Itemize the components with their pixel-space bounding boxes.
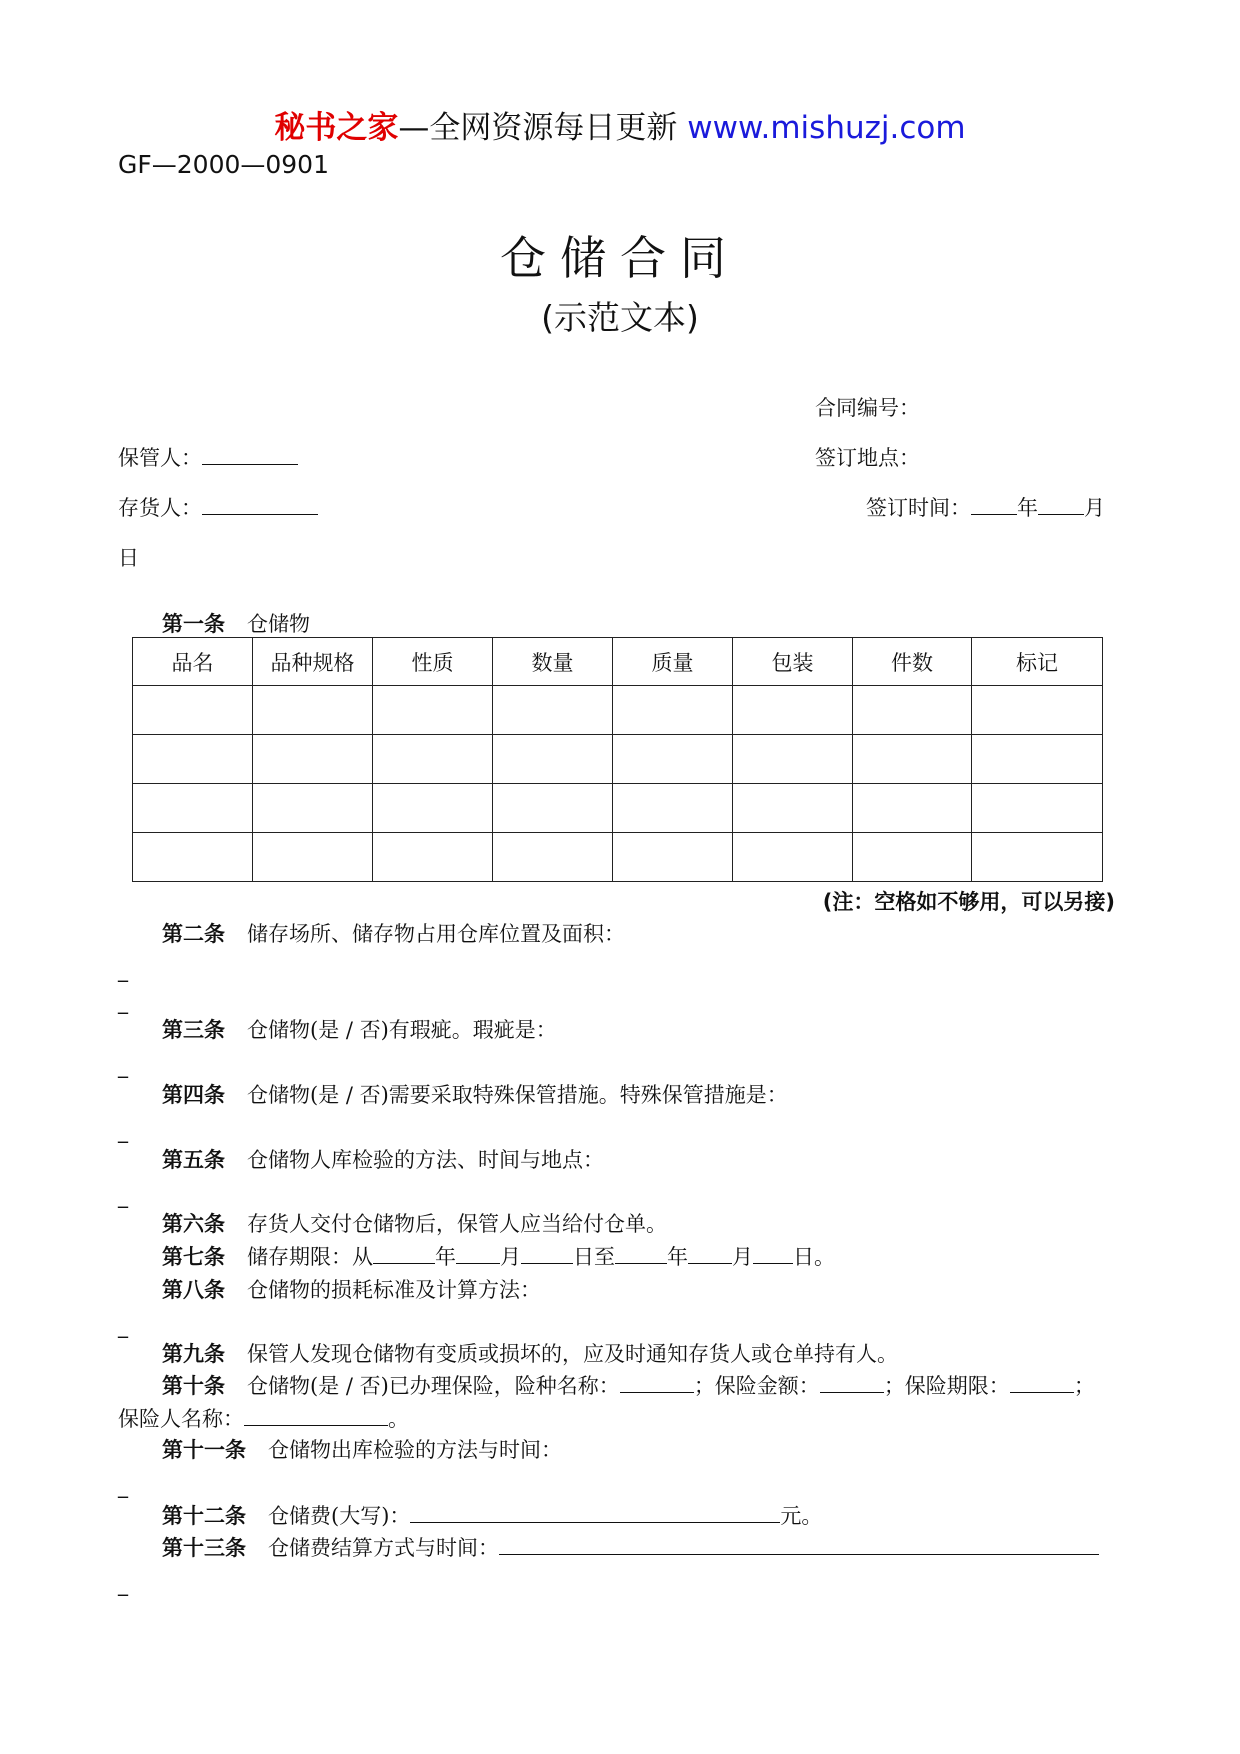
sign-year-label: 年 xyxy=(1017,496,1038,520)
article-number: 第十一条 xyxy=(162,1438,246,1462)
end-day-blank[interactable] xyxy=(753,1241,793,1264)
document-title: 仓储合同 xyxy=(500,231,740,285)
article-12 xyxy=(162,1500,822,1530)
article-number: 第十二条 xyxy=(162,1504,246,1528)
table-cell[interactable] xyxy=(493,686,613,735)
table-header-cell: 品种规格 xyxy=(253,638,373,686)
table-row xyxy=(133,735,1103,784)
banner-url-link[interactable]: www.mishuzj.com xyxy=(687,110,966,146)
insurance-type-blank[interactable] xyxy=(620,1370,694,1393)
article-number: 第六条 xyxy=(162,1212,225,1236)
article-text: 保管人发现仓储物有变质或损坏的，应及时通知存货人或仓单持有人。 xyxy=(247,1342,898,1366)
article-text: 存货人交付仓储物后，保管人应当给付仓单。 xyxy=(247,1212,667,1236)
keeper-blank[interactable] xyxy=(202,442,298,465)
table-cell[interactable] xyxy=(253,686,373,735)
table-row xyxy=(133,784,1103,833)
article-text: 仓储物的损耗标准及计算方法： xyxy=(247,1278,541,1302)
month-label: 月 xyxy=(732,1245,753,1269)
table-cell[interactable] xyxy=(853,784,972,833)
day-label: 日。 xyxy=(793,1245,835,1269)
end-month-blank[interactable] xyxy=(688,1241,732,1264)
table-cell[interactable] xyxy=(373,686,493,735)
table-cell[interactable] xyxy=(972,735,1103,784)
table-cell[interactable] xyxy=(253,833,373,882)
start-month-blank[interactable] xyxy=(456,1241,500,1264)
table-header-cell: 品名 xyxy=(133,638,253,686)
blank-line-marker: _ xyxy=(118,1184,128,1208)
insurance-period-blank[interactable] xyxy=(1010,1370,1074,1393)
blank-line-marker: _ xyxy=(118,1572,128,1596)
table-cell[interactable] xyxy=(853,686,972,735)
depositor-field xyxy=(118,492,318,522)
start-year-blank[interactable] xyxy=(373,1241,435,1264)
sign-day-label: 日 xyxy=(118,546,139,570)
table-cell[interactable] xyxy=(493,784,613,833)
insurer-field xyxy=(118,1403,409,1433)
table-cell[interactable] xyxy=(373,784,493,833)
table-cell[interactable] xyxy=(133,686,253,735)
article-text: 仓储物出库检验的方法与时间： xyxy=(268,1438,562,1462)
keeper-field xyxy=(118,442,298,472)
article-number: 第四条 xyxy=(162,1083,225,1107)
contract-number-label: 合同编号： xyxy=(815,396,920,420)
table-header-cell: 数量 xyxy=(493,638,613,686)
sign-time-label: 签订时间： xyxy=(866,496,971,520)
table-cell[interactable] xyxy=(613,735,733,784)
table-cell[interactable] xyxy=(493,735,613,784)
article-11 xyxy=(162,1434,562,1464)
blank-line-marker: _ xyxy=(118,1314,128,1338)
settlement-label: 仓储费结算方式与时间： xyxy=(268,1536,499,1560)
article-number: 第五条 xyxy=(162,1148,225,1172)
depositor-blank[interactable] xyxy=(202,492,318,515)
article-number: 第八条 xyxy=(162,1278,225,1302)
storage-fee-label: 仓储费(大写)： xyxy=(268,1504,411,1528)
insurance-amount-blank[interactable] xyxy=(820,1370,884,1393)
table-cell[interactable] xyxy=(972,833,1103,882)
table-cell[interactable] xyxy=(733,784,853,833)
insurance-period-label: ；保险期限： xyxy=(883,1374,1010,1398)
table-cell[interactable] xyxy=(613,784,733,833)
article-text: 仓储物人库检验的方法、时间与地点： xyxy=(247,1148,604,1172)
table-header-cell: 质量 xyxy=(613,638,733,686)
table-cell[interactable] xyxy=(853,735,972,784)
sign-year-blank[interactable] xyxy=(971,492,1017,515)
blank-line-marker: _ xyxy=(118,958,128,982)
end-year-blank[interactable] xyxy=(615,1241,667,1264)
table-header-row xyxy=(133,638,1103,686)
article-text: 仓储物(是 / 否)有瑕疵。瑕疵是： xyxy=(247,1018,557,1042)
document-code: GF—2000—0901 xyxy=(118,150,329,179)
article-number: 第九条 xyxy=(162,1342,225,1366)
article-number: 第三条 xyxy=(162,1018,225,1042)
blank-line-marker: _ xyxy=(118,990,128,1014)
table-cell[interactable] xyxy=(972,784,1103,833)
table-cell[interactable] xyxy=(972,686,1103,735)
article-text: 仓储物 xyxy=(247,612,310,636)
keeper-label: 保管人： xyxy=(118,446,202,470)
article-1 xyxy=(162,608,310,638)
table-cell[interactable] xyxy=(853,833,972,882)
article-text: 储存场所、储存物占用仓库位置及面积： xyxy=(247,922,625,946)
article-3 xyxy=(162,1014,557,1044)
article-10 xyxy=(162,1370,1095,1400)
banner-tagline: —全网资源每日更新 xyxy=(398,110,688,146)
yuan-label: 元。 xyxy=(780,1504,823,1528)
blank-line-marker: _ xyxy=(118,1054,128,1078)
sign-month-label: 月 xyxy=(1084,496,1105,520)
article-number: 第一条 xyxy=(162,612,225,636)
article-7 xyxy=(162,1241,835,1271)
table-cell[interactable] xyxy=(373,833,493,882)
table-header-cell: 标记 xyxy=(972,638,1103,686)
storage-goods-table xyxy=(132,637,1103,882)
table-header-cell: 件数 xyxy=(853,638,972,686)
semicolon: ； xyxy=(1073,1374,1095,1398)
article-number: 第七条 xyxy=(162,1245,225,1269)
table-cell[interactable] xyxy=(133,735,253,784)
insurer-label: 保险人名称： xyxy=(118,1407,244,1431)
table-note: (注：空格如不够用，可以另接) xyxy=(822,890,1115,914)
article-4 xyxy=(162,1079,788,1109)
article-number: 第十条 xyxy=(162,1374,225,1398)
article-6 xyxy=(162,1208,667,1238)
year-label: 年 xyxy=(667,1245,688,1269)
sign-month-blank[interactable] xyxy=(1038,492,1084,515)
storage-fee-blank[interactable] xyxy=(410,1500,780,1523)
table-cell[interactable] xyxy=(733,686,853,735)
table-cell[interactable] xyxy=(733,833,853,882)
table-cell[interactable] xyxy=(133,784,253,833)
day-to-label: 日至 xyxy=(573,1245,615,1269)
article-5 xyxy=(162,1144,604,1174)
insurance-amount-label: ；保险金额： xyxy=(693,1374,820,1398)
insurance-type-label: 仓储物(是 / 否)已办理保险，险种名称： xyxy=(247,1374,620,1398)
article-number: 第十三条 xyxy=(162,1536,246,1560)
table-cell[interactable] xyxy=(733,735,853,784)
table-header-cell: 包装 xyxy=(733,638,853,686)
sign-time-field xyxy=(866,492,1105,522)
sign-place-label: 签订地点： xyxy=(815,446,920,470)
article-number: 第二条 xyxy=(162,922,225,946)
table-header-cell: 性质 xyxy=(373,638,493,686)
article-8 xyxy=(162,1274,541,1304)
start-day-blank[interactable] xyxy=(521,1241,573,1264)
table-cell[interactable] xyxy=(613,833,733,882)
year-label: 年 xyxy=(435,1245,456,1269)
article-9 xyxy=(162,1338,898,1368)
period-mark: 。 xyxy=(388,1407,409,1431)
article-text: 仓储物(是 / 否)需要采取特殊保管措施。特殊保管措施是： xyxy=(247,1083,788,1107)
table-row xyxy=(133,686,1103,735)
storage-period-label: 储存期限：从 xyxy=(247,1245,373,1269)
table-cell[interactable] xyxy=(253,784,373,833)
table-cell[interactable] xyxy=(493,833,613,882)
month-label: 月 xyxy=(500,1245,521,1269)
blank-line-marker: _ xyxy=(118,1119,128,1143)
insurer-blank[interactable] xyxy=(244,1403,388,1426)
table-cell[interactable] xyxy=(253,735,373,784)
header-banner xyxy=(0,102,1240,147)
table-cell[interactable] xyxy=(373,735,493,784)
article-13 xyxy=(162,1532,1099,1562)
blank-line-marker: _ xyxy=(118,1474,128,1498)
document-subtitle: (示范文本) xyxy=(541,298,699,337)
brand-name: 秘书之家 xyxy=(274,110,399,146)
settlement-blank[interactable] xyxy=(499,1532,1099,1555)
depositor-label: 存货人： xyxy=(118,496,202,520)
article-2 xyxy=(162,918,625,948)
table-cell[interactable] xyxy=(133,833,253,882)
table-cell[interactable] xyxy=(613,686,733,735)
table-row xyxy=(133,833,1103,882)
